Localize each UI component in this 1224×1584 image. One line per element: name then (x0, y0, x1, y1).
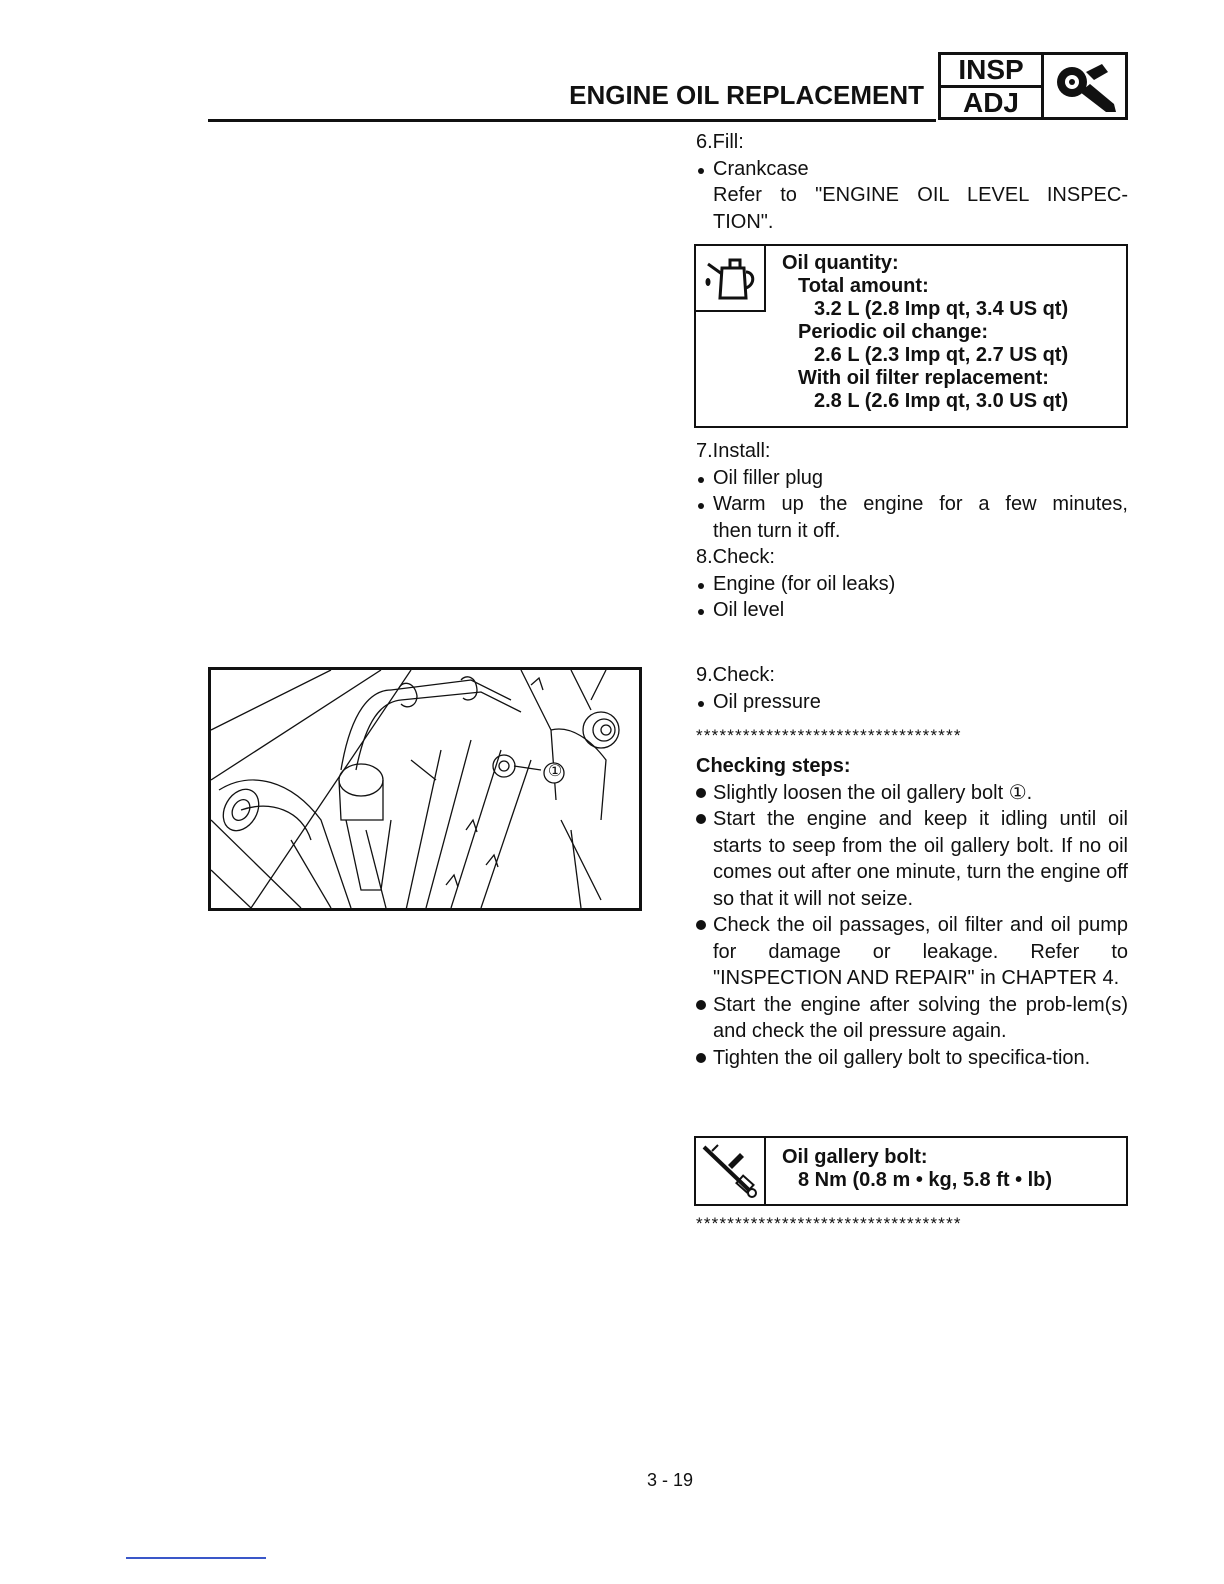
checking-step-item: Check the oil passages, oil filter and oil pump for damage or leakage. Refer to "INSPECTION AND REPAIR" in CHAPTER 4. (696, 912, 1128, 992)
bottom-link-line (126, 1557, 266, 1559)
oil-quantity-text (782, 252, 1068, 413)
install-bullet-warmup-cont: then turn it off. (713, 519, 841, 542)
section-badge (938, 52, 1128, 120)
badge-insp-label: INSP (941, 55, 1041, 88)
oil-can-icon (696, 246, 766, 312)
fill-step: 6.Fill: (696, 131, 744, 153)
torque-spec-heading: Oil gallery bolt: (782, 1146, 928, 1168)
checking-steps-heading: Checking steps: (696, 755, 851, 777)
check-step: 8.Check: (696, 546, 775, 568)
fill-bullet: Crankcase (696, 156, 1128, 183)
asterisk-divider-bottom: ********************************** (696, 1214, 962, 1233)
pressure-step: 9.Check: (696, 664, 775, 686)
figure-callout-1: ① (547, 763, 563, 780)
periodic-change-value: 2.6 L (2.3 Imp qt, 2.7 US qt) (814, 344, 1069, 366)
checking-step-item: Tighten the oil gallery bolt to specifica-tion. (696, 1045, 1128, 1072)
engine-illustration (208, 667, 642, 911)
periodic-change-label: Periodic oil change: (798, 321, 989, 343)
badge-text (941, 55, 1044, 117)
install-bullet-warmup: Warm up the engine for a few minutes, (696, 491, 1128, 518)
pressure-bullet: Oil pressure (696, 689, 1128, 716)
engine-line-drawing (211, 670, 639, 908)
install-section (696, 438, 1128, 624)
filter-replacement-value: 2.8 L (2.6 Imp qt, 3.0 US qt) (814, 390, 1069, 412)
asterisk-divider-top: ********************************** (696, 726, 962, 745)
install-bullet-plug: Oil filler plug (696, 465, 1128, 492)
check-bullet-leaks: Engine (for oil leaks) (696, 571, 1128, 598)
checking-step-item: Slightly loosen the oil gallery bolt ①. (696, 780, 1128, 807)
fill-note-line1: Refer to "ENGINE OIL LEVEL INSPEC- (713, 184, 1128, 206)
checking-step-item: Start the engine after solving the prob-lem(s) and check the oil pressure again. (696, 992, 1128, 1045)
total-amount-value: 3.2 L (2.8 Imp qt, 3.4 US qt) (814, 298, 1069, 320)
header-rule (208, 119, 936, 122)
filter-replacement-label: With oil filter replacement: (798, 367, 1049, 389)
pressure-section (696, 662, 1128, 715)
torque-wrench-icon (696, 1138, 766, 1204)
oil-quantity-heading: Oil quantity: (782, 252, 899, 274)
torque-spec-value: 8 Nm (0.8 m • kg, 5.8 ft • lb) (798, 1169, 1053, 1191)
check-bullet-level: Oil level (696, 597, 1128, 624)
fill-section (696, 129, 1128, 235)
checking-step-item: Start the engine and keep it idling until oil starts to seep from the oil gallery bolt. If no oil comes out after one minute, turn the engine off so that it will not seize. (696, 806, 1128, 912)
total-amount-label: Total amount: (798, 275, 929, 297)
page-number: 3 - 19 (646, 1470, 694, 1490)
oil-quantity-box (694, 244, 1128, 428)
fill-note-line2: TION". (713, 210, 774, 233)
page-title: ENGINE OIL REPLACEMENT (569, 80, 924, 110)
torque-spec-box (694, 1136, 1128, 1206)
wrench-tool-icon (1044, 55, 1125, 117)
torque-spec-text (782, 1146, 1052, 1192)
checking-steps (696, 753, 1128, 1071)
install-step: 7.Install: (696, 440, 771, 462)
badge-adj-label: ADJ (962, 86, 1019, 118)
